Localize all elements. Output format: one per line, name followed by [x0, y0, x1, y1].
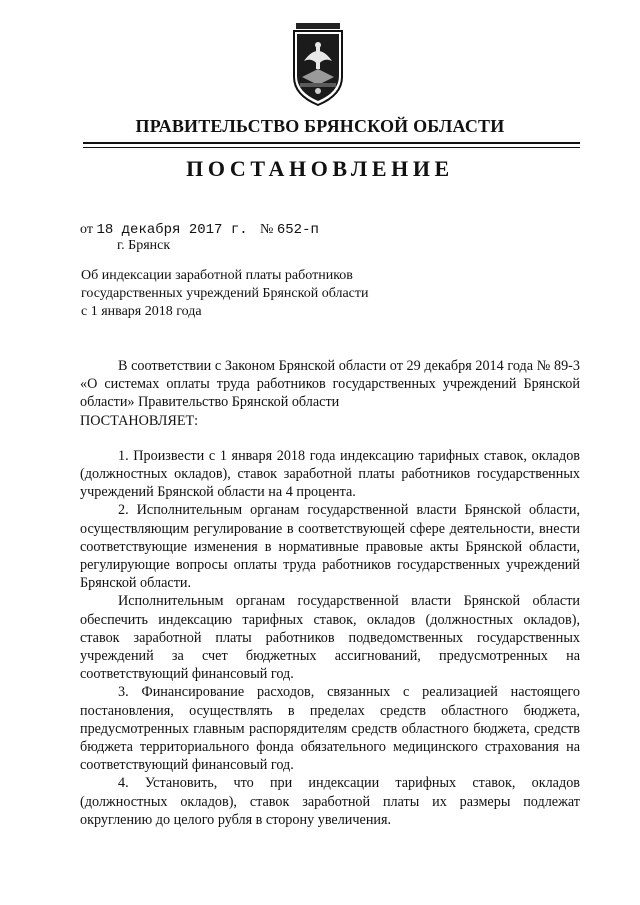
document-number-group: [260, 221, 319, 239]
clause-2: 2. Исполнительным органам государственной власти Брянской области, осуществляющим регулирование в соответствующей сфере деятельности, внести соответствующие изменения в нормативные правовые акты Брянской области, регулирующие вопросы оплаты труда работников государственных учреждений Брянской области.: [80, 502, 580, 592]
organization-title: ПРАВИТЕЛЬСТВО БРЯНСКОЙ ОБЛАСТИ: [135, 116, 505, 136]
document-meta: [80, 221, 319, 239]
header-rule-thick: [83, 142, 580, 144]
subject-line: государственных учреждений Брянской области: [81, 286, 369, 301]
clause-3: 3. Финансирование расходов, связанных с реализацией настоящего постановления, осуществлять в пределах средств областного бюджета, предусмотренных главным распорядителям средств областного бюджета, средств бюджета территориального фонда обязательного медицинского страхования на соответствующий финансовый год.: [80, 684, 580, 774]
subject-line: Об индексации заработной платы работников: [81, 268, 353, 283]
header-rule-thin: [83, 147, 580, 148]
clause-1: 1. Произвести с 1 января 2018 года индексацию тарифных ставок, окладов (должностных окладов), ставок заработной платы работников государственных учреждений Брянской области на 4 процента.: [80, 447, 580, 501]
resolves-heading: ПОСТАНОВЛЯЕТ:: [80, 412, 199, 429]
subject-line: с 1 января 2018 года: [81, 304, 202, 319]
document-body: [80, 357, 580, 829]
clause-2-continued: Исполнительным органам государственной власти Брянской области обеспечить индексацию тарифных ставок, окладов (должностных окладов), ставок заработной платы работников подведомственных государственных учреждений за счет бюджетных ассигнований, предусмотренных на соответствующий финансовый год.: [80, 593, 580, 683]
clause-4: 4. Установить, что при индексации тарифных ставок, окладов (должностных окладов), ставок заработной платы их размеры подлежат округлению до целого рубля в сторону увеличения.: [80, 775, 580, 828]
document-date: 18 декабря 2017 г.: [96, 222, 248, 238]
date-prefix: от: [80, 222, 93, 237]
coat-of-arms-icon: [288, 21, 348, 107]
document-number: 652-п: [276, 222, 319, 238]
document-city: г. Брянск: [117, 238, 171, 253]
document-subject: [81, 267, 369, 321]
document-type-title: ПОСТАНОВЛЕНИЕ: [186, 156, 454, 181]
preamble-paragraph: В соответствии с Законом Брянской области от 29 декабря 2014 года № 89-3 «О системах оплаты труда работников государственных учреждений Брянской области» Правительство Брянской области: [80, 358, 580, 411]
number-prefix: №: [260, 222, 274, 237]
